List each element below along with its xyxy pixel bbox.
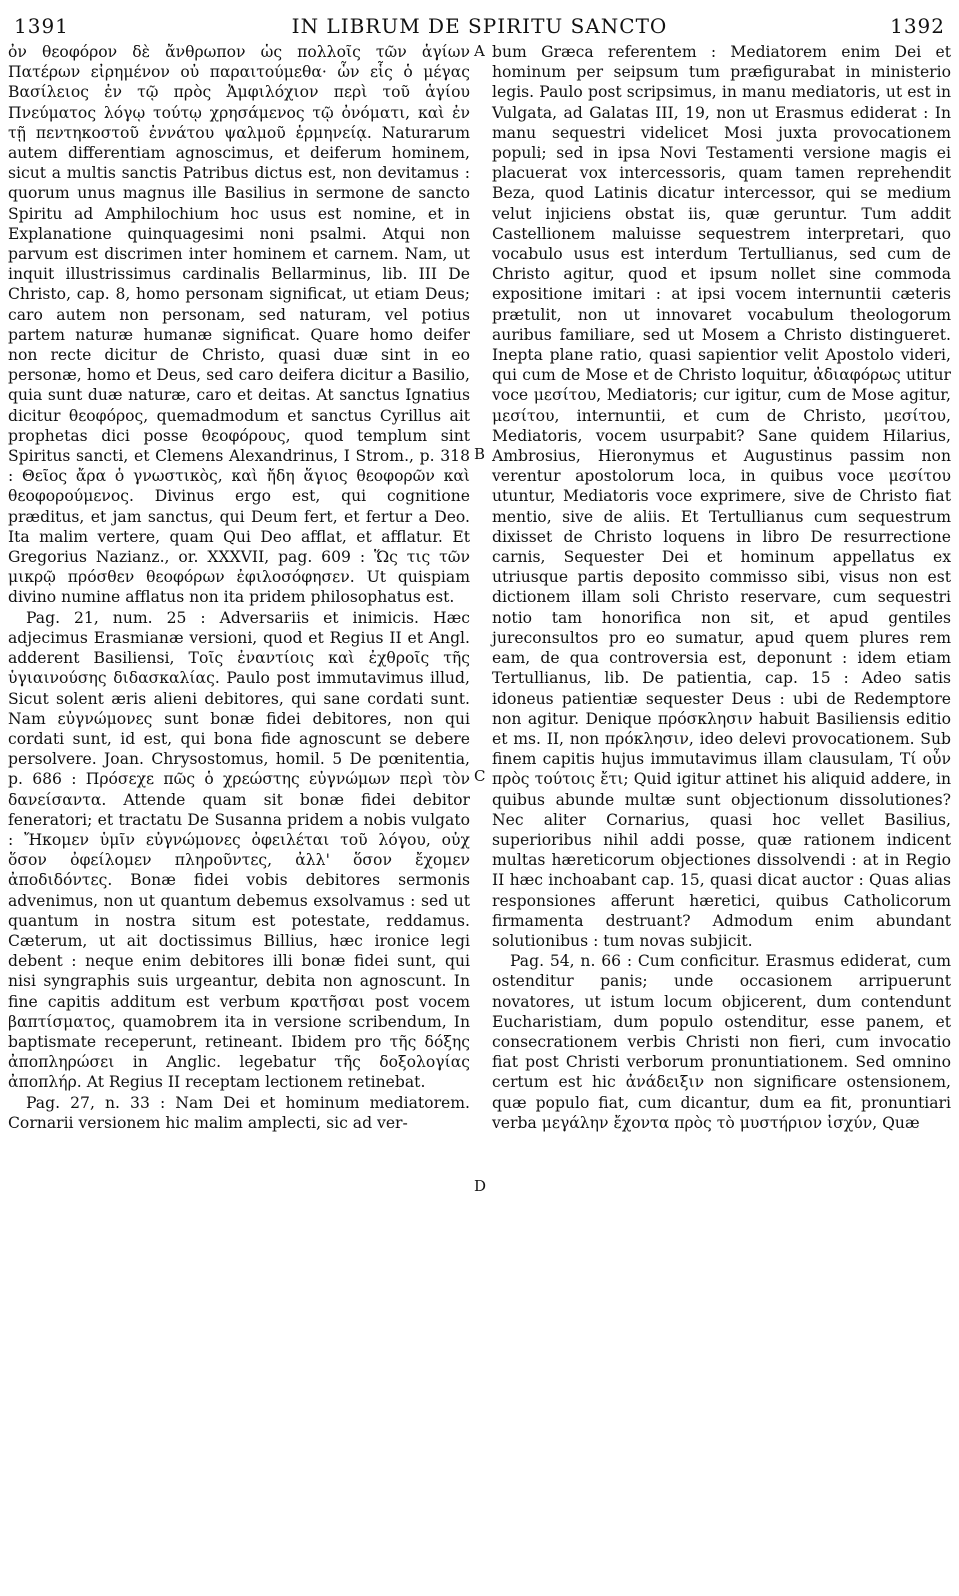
running-title: IN LIBRUM DE SPIRITU SANCTO xyxy=(291,14,668,38)
left-paragraph-1: ὀν θεοφόρον δὲ ἄνθρωπον ὡς πολλοῖς τῶν ἁγίων Πατέρων εἰρημένον οὐ παραιτούμεθα· ὧν εἷς ὁ μέγας Βασίλειος ἐν τῷ πρὸς Ἀμφιλόχιον περὶ τοῦ ἁγίου Πνεύματος λόγῳ τούτῳ χρησάμενος τῷ ὀνόματι, καὶ ἐν τῇ πεντηκοστοῦ ἐννάτου ψαλμοῦ ἑρμηνείᾳ. Naturarum autem differentiam agnoscimus, et deiferum hominem, sicut a multis sanctis Patribus dictus est, non devitamus : quorum unus magnus ille Basilius in sermone de sancto Spiritu ad Amphilochium hoc usus est nomine, et in Explanatione quinquagesimi noni psalmi. Atqui non parvum est discrimen inter hominem et carnem. Nam, ut inquit illustrissimus cardinalis Bellarminus, lib. III De Christo, cap. 8, homo personam significat, ut etiam Deus; caro autem non personam, sed naturam, vel potius partem naturæ humanæ significat. Quare homo deifer non recte dicitur de Christo, quasi duæ sint in eo personæ, homo et Deus, sed caro deifera dicitur a Basilio, quia sunt duæ naturæ, caro et deitas. At sanctus Ignatius dicitur θεοφόρος, quemadmodum et sanctus Cyrillus ait prophetas dici posse θεοφόρους, quod templum sint Spiritus sancti, et Clemens Alexandrinus, I Strom., p. 318 : Θεῖος ἄρα ὁ γνωστικὸς, καὶ ἤδη ἅγιος θεοφορῶν καὶ θεοφορούμενος. Divinus ergo est, qui cognitione præditus, et jam sanctus, qui Deum fert, et fertur a Deo. Ita malim vertere, quam Qui Deo afflat, et afflatur. Et Gregorius Nazianz., or. XXXVII, pag. 609 : Ὥς τις τῶν μικρῷ πρόσθεν θεοφόρων ἐφιλοσόφησεν. Ut quispiam divino numine afflatus non ita pridem philosophatus est. xyxy=(8,43,470,607)
margin-letter-c: C xyxy=(474,767,486,785)
right-paragraph-2: Pag. 54, n. 66 : Cum conficitur. Erasmus ediderat, cum ostenditur panis; unde occasionem arripuerunt novatores, ut istum locum objicerent, dum contendunt Eucharistiam, dum populo ostenditur, esse panem, et consecrationem verbis Christi non fieri, cum invocatio fiat post Christi verborum pronuntiationem. Sed omnino certum est hic ἀνάδειξιν non significare ostensionem, quæ populo fiat, cum dicantur, dum ea fit, pronuntiari verba μεγάλην ἔχοντα πρὸς τὸ μυστήριον ἰσχύν, Quæ xyxy=(492,952,951,1132)
margin-letter-d: D xyxy=(474,1177,487,1195)
right-paragraph-1: bum Græca referentem : Mediatorem enim Dei et hominum per seipsum tum præfigurabat in ministerio legis. Paulo post scripsimus, in manu mediatoris, ut est in Vulgata, ad Galatas III, 19, non ut Erasmus ediderat : In manu sequestri videlicet Mosi juxta provocationem populi; sed in ipsa Novi Testamenti versione magis ei placuerat vox intercessoris, quam tamen reprehendit Beza, quod Latinis dicatur intercessor, qui se medium velut injiciens obstat iis, quæ geruntur. Tum addit Castellionem maluisse sequestrem interpretari, quo vocabulo usus est interdum Tertullianus, sed cum de Christo agitur, quod et ipsum nollet sine commoda expositione imitari : at ipsi vocem internuntii cæteris prætulit, non ut innovaret vocabulum theologorum auribus familiare, sed ut Mosem a Christo distingueret. Inepta plane ratio, quasi sapientior velit Apostolo videri, qui cum de Mose et de Christo loquitur, ἀδιαφόρως utitur voce μεσίτου, Mediatoris; cur igitur, cum de Mose agitur, μεσίτου, internuntii, et cum de Christo, μεσίτου, Mediatoris, vocem usurpabit? Sane quidem Hilarius, Ambrosius, Hieronymus et Augustinus passim non verentur apostolorum loca, in quibus voce μεσίτου utuntur, Mediatoris voce exprimere, sive de Christo fiat mentio, sive de aliis. Et Tertullianus cum sequestrum dixisset de Christo loquens in libro De resurrectione carnis, Sequester Dei et hominum appellatus ex utriusque partis deposito commisso sibi, visus non est dictionem illam soli Christo reservare, cum sequestri notio tam honorifica non sit, et apud gentiles jureconsultos pro eo sumatur, apud quem plures rem eam, de qua controversia est, deponunt : idem etiam Tertullianus, lib. De patientia, cap. 15 : Adeo satis idoneus patientiæ sequester Deus : ubi de Redemptore non agitur. Denique πρόσκλησιν habuit Basiliensis editio et ms. II, non πρόκλησιν, ideo delevi provocationem. Sub finem capitis hujus immutavimus illam clausulam, Τί οὖν πρὸς τούτοις ἔτι; Quid igitur attinet his aliquid addere, in quibus abunde multæ sunt objectionum dissolutiones? Nec aliter Cornarius, quasi hoc vellet Basilius, superioribus nihil addi posse, quæ rationem indicent multas hæreticorum objectiones dissolvendi : at in Regio II hæc inchoabant cap. 15, quasi dicat auctor : Quas alias responsiones afferunt hæretici, quibus Catholicorum firmamenta destruant? Admodum enim abundant solutionibus : tum novas subjicit. xyxy=(492,43,951,950)
page-number-left: 1391 xyxy=(14,14,69,38)
margin-letter-b: B xyxy=(474,445,486,463)
page-number-right: 1392 xyxy=(890,14,945,38)
page-header xyxy=(14,14,945,38)
right-column xyxy=(492,42,951,1133)
left-paragraph-3: Pag. 27, n. 33 : Nam Dei et hominum mediatorem. Cornarii versionem hic malim amplecti, sic ad ver- xyxy=(8,1093,470,1132)
margin-letter-a: A xyxy=(474,42,485,60)
left-column xyxy=(8,42,470,1133)
left-paragraph-2: Pag. 21, num. 25 : Adversariis et inimicis. Hæc adjecimus Erasmianæ versioni, quod et Regius II et Angl. adderent Basiliensi, Τοῖς ἐναντίοις καὶ ἐχθροῖς τῆς ὑγιαινούσης διδασκαλίας. Paulo post immutavimus illud, Sicut solent æris alieni debitores, qui sane cordati sunt. Nam εὐγνώμονες sunt bonæ fidei debitores, non qui cordati sunt, id est, qui bona fide agnoscunt se debere persolvere. Joan. Chrysostomus, homil. 5 De pœnitentia, p. 686 : Πρόσεχε πῶς ὁ χρεώστης εὐγνώμων περὶ τὸν δανείσαντα. Attende quam sit bonæ fidei debitor feneratori; et tractatu De Susanna pridem a nobis vulgato : Ἤκομεν ὑμῖν εὐγνώμονες ὀφειλέται τοῦ λόγου, οὐχ ὅσον ὀφείλομεν πληροῦντες, ἀλλ' ὅσον ἔχομεν ἀποδιδόντες. Bonæ fidei vobis debitores sermonis advenimus, non ut quantum debemus exsolvamus : sed ut quantum in nostra situm est potestate, reddamus. Cæterum, ut ait doctissimus Billius, hæc ironice legi debent : neque enim debitores illi bonæ fidei sunt, qui nisi syngraphis suis urgeantur, debita non agnoscunt. In fine capitis additum est verbum κρατῆσαι post vocem βαπτίσματος, quamobrem ita in versione scribendum, In baptismate receperunt, retineant. Ibidem pro τῆς δόξης ἀποπληρώσει in Anglic. legebatur τῆς δοξολογίας ἀποπλήρ. At Regius II receptam lectionem retinebat. xyxy=(8,608,470,1092)
